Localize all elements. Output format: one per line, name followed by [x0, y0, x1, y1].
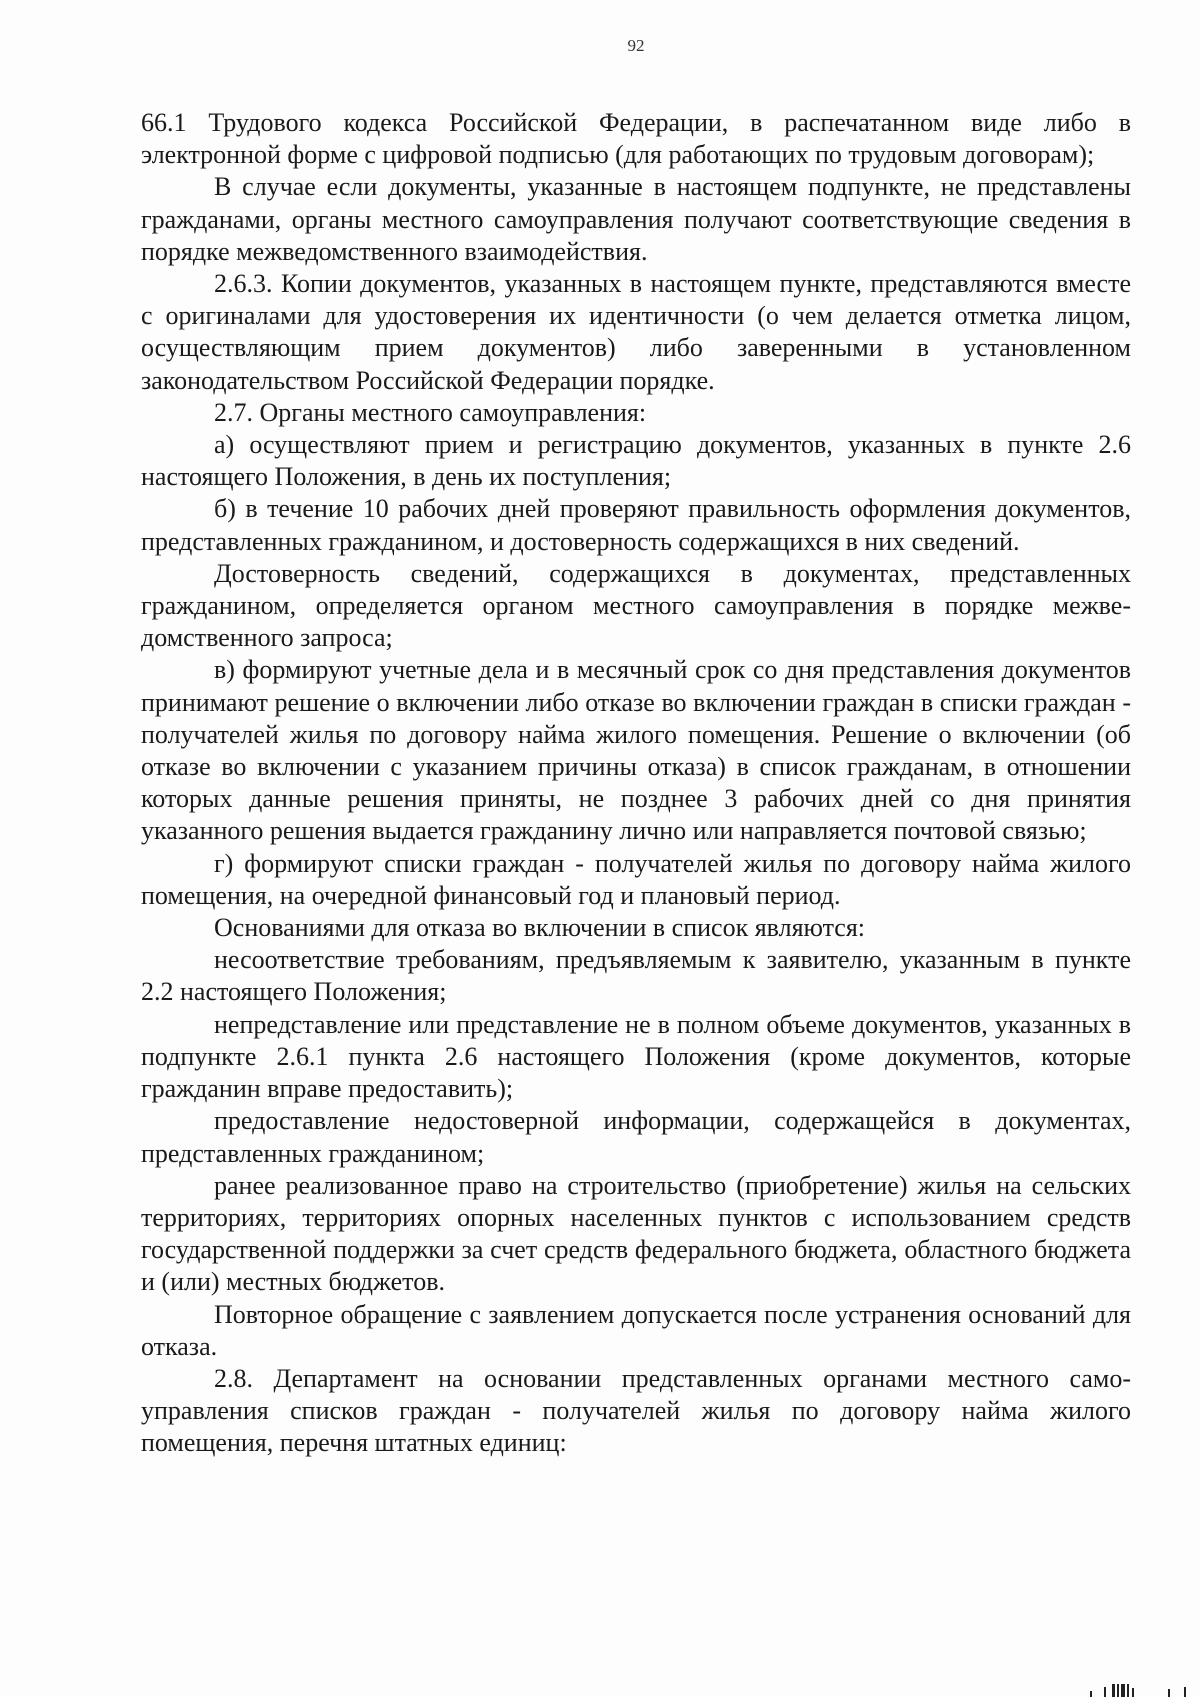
document-body	[141, 107, 1131, 1460]
scan-barcode-marks	[1080, 1684, 1200, 1697]
paragraph: 2.6.3. Копии документов, указанных в настоящем пункте, представляются вместе с оригиналами для удостоверения их идентичности (о чем делается отметка лицом, осуществляющим прием документов) либо заверенными в установленном законодательством Российской Федерации порядке.	[141, 269, 1131, 395]
paragraph: непредставление или представление не в полном объеме документов, указанных в подпункте 2.6.1 пункта 2.6 настоящего Положения (кроме документов, которые гражданин вправе предоставить);	[141, 1009, 1131, 1104]
paragraph-continuation: 66.1 Трудового кодекса Российской Федерации, в распечатанном виде либо в электронной форме с цифровой подписью (для работающих по трудовым договорам);	[141, 108, 1131, 170]
paragraph: г) формируют списки граждан - получателей жилья по договору найма жилого помещения, на очередной финансовый год и плановый период.	[141, 848, 1131, 910]
paragraph: несоответствие требованиям, предъявляемым к заявителю, указанным в пункте 2.2 настоящего Положения;	[141, 945, 1131, 1007]
paragraph: Достоверность сведений, содержащихся в документах, представленных гражданином, определяется органом местного самоуправления в порядке межведомственного запроса;	[141, 558, 1131, 653]
paragraph: 2.8. Департамент на основании представленных органами местного самоуправления списков граждан - получателей жилья по договору найма жилого помещения, перечня штатных единиц:	[141, 1363, 1131, 1458]
paragraph: Повторное обращение с заявлением допускается после устранения оснований для отказа.	[141, 1299, 1131, 1361]
paragraph: в) формируют учетные дела и в месячный срок со дня представления документов принимают решение о включении либо отказе во включении граждан в списки граждан - получателей жилья по договору найма жилого помещения. Решение о включении (об отказе во включении с указанием причины отказа) в список гражданам, в отношении которых данные решения приняты, не позднее 3 рабочих дней со дня принятия указанного решения выдается гражданину лично или направляется почтовой связью;	[141, 655, 1131, 846]
paragraph: а) осуществляют прием и регистрацию документов, указанных в пункте 2.6 настоящего Положения, в день их поступления;	[141, 430, 1131, 492]
paragraph: ранее реализованное право на строительство (приобретение) жилья на сельских территориях, территориях опорных населенных пунктов с использованием средств государственной поддержки за счет средств федерального бюджета, областного бюджета и (или) местных бюджетов.	[141, 1170, 1131, 1297]
paragraph: В случае если документы, указанные в настоящем подпункте, не представлены гражданами, органы местного самоуправления получают соответствующие сведения в порядке межведомственного взаимодействия.	[141, 172, 1131, 266]
paragraph: 2.7. Органы местного самоуправления:	[214, 397, 647, 427]
page-number: 92	[627, 36, 645, 55]
paragraph: Основаниями для отказа во включении в список являются:	[214, 913, 866, 943]
paragraph: предоставление недостоверной информации, содержащейся в документах, представленных гражданином;	[141, 1106, 1131, 1168]
paragraph: б) в течение 10 рабочих дней проверяют правильность оформления документов, представленных гражданином, и достоверность содержащихся в них сведений.	[141, 494, 1131, 556]
